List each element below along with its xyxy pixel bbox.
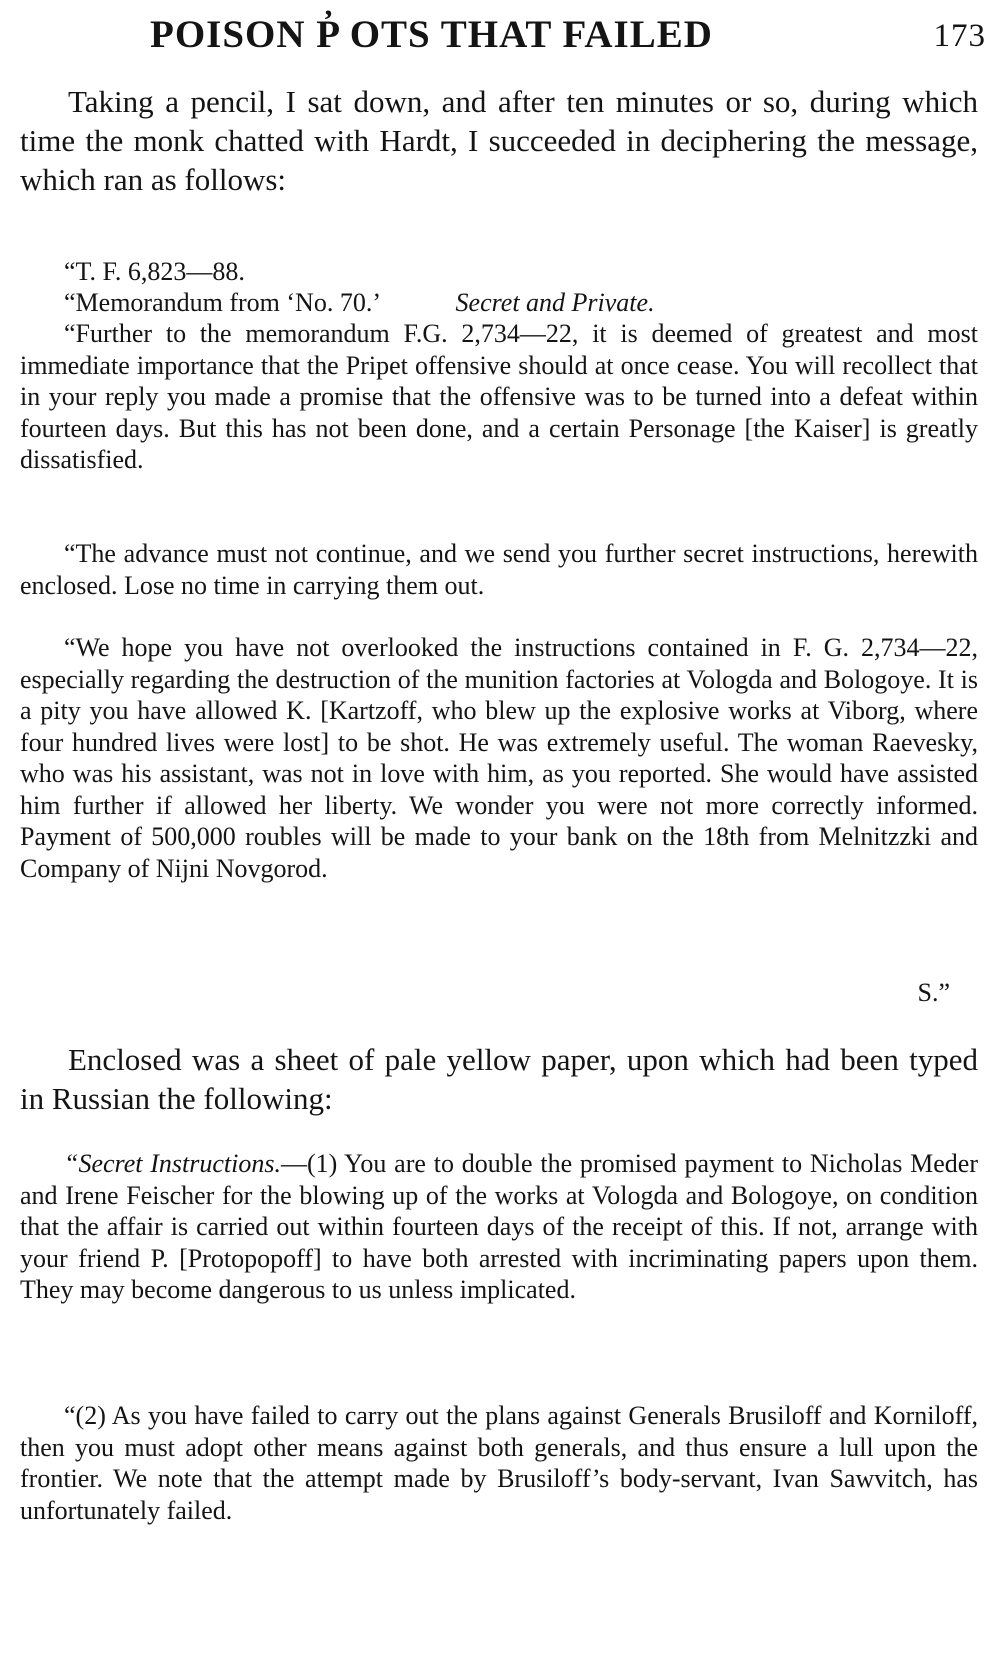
running-head — [0, 12, 1000, 62]
message-header-line — [64, 287, 655, 319]
page-number: 173 — [933, 18, 986, 54]
memo-from: “Memorandum from ‘No. 70.’ — [64, 288, 380, 317]
message-paragraph-2: “The advance must not continue, and we send you further secret instructions, herewith enclosed. Lose no time in carrying them out. — [20, 539, 978, 600]
message-signature: S.” — [917, 978, 950, 1007]
message-paragraph-1: “Further to the memorandum F.G. 2,734—22, it is deemed of greatest and most immediate importance that the Pripet offensive should at once cease. You will recollect that in your reply you made a promise that the offensive was to be turned into a defeat within fourteen days. But this has not been done, and a certain Personage [the Kaiser] is greatly dissatisfied. — [20, 319, 978, 474]
classification: Secret and Private. — [455, 288, 655, 317]
message-reference: “T. F. 6,823—88. — [64, 257, 245, 286]
running-title: POISON P̓ OTS THAT FAILED — [150, 13, 713, 56]
enclosed-paragraph: Enclosed was a sheet of pale yellow paper, upon which had been typed in Russian the following: — [20, 1042, 978, 1116]
instructions-paragraph-1 — [20, 1148, 978, 1306]
message-paragraph-3: “We hope you have not overlooked the instructions contained in F. G. 2,734—22, especially regarding the destruction of the munition factories at Vologda and Bologoye. It is a pity you have allowed K. [Kartzoff, who blew up the explosive works at Viborg, where four hundred lives were lost] to be shot. He was extremely useful. The woman Raevesky, who was his assistant, was not in love with him, as you reported. She would have assisted him further if allowed her liberty. We wonder you were not more correctly informed. Payment of 500,000 roubles will be made to your bank on the 18th from Melnitzzki and Company of Nijni Novgorod. — [20, 633, 978, 883]
instructions-item-1: —(1) You are to double the promised payment to Nicholas Meder and Irene Feischer for the blowing up of the works at Vologda and Bologoye, on condition that the affair is carried out within fourteen days of the receipt of this. If not, arrange with your friend P. [Protopopoff] to have both arrested with incriminating papers upon them. They may become dangerous to us unless implicated. — [20, 1149, 978, 1304]
instructions-paragraph-2: “(2) As you have failed to carry out the plans against Generals Brusiloff and Korniloff, then you must adopt other means against both generals, and thus ensure a lull upon the frontier. We note that the attempt made by Brusiloff’s body-servant, Ivan Sawvitch, has unfortunately failed. — [20, 1401, 978, 1525]
intro-paragraph: Taking a pencil, I sat down, and after ten minutes or so, during which time the monk chatted with Hardt, I succeeded in deciphering the message, which ran as follows: — [20, 84, 978, 197]
instructions-heading: “Secret Instructions. — [64, 1149, 281, 1178]
